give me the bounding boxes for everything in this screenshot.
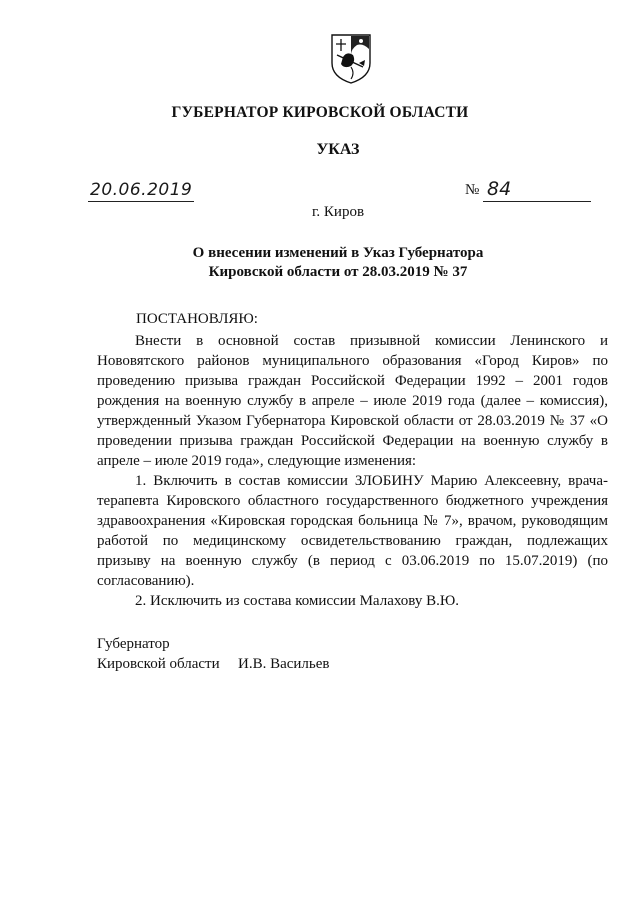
body-text	[97, 331, 608, 611]
signatory-title: Губернатор	[97, 636, 170, 652]
date-underline	[88, 201, 194, 202]
number-label: №	[465, 182, 480, 198]
subject-line-1: О внесении изменений в Указ Губернатора	[192, 245, 484, 261]
city: г. Киров	[311, 204, 365, 220]
signatory-name: И.В. Васильев	[238, 656, 330, 672]
document-number: 84	[487, 178, 512, 200]
document-type: УКАЗ	[316, 141, 360, 158]
number-underline	[483, 201, 591, 202]
signatory-region: Кировской области	[97, 656, 220, 672]
item-2-paragraph: 2. Исключить из состава комиссии Малахову В.Ю.	[135, 593, 460, 609]
subject-line-2: Кировской области от 28.03.2019 № 37	[208, 264, 468, 280]
org-title: ГУБЕРНАТОР КИРОВСКОЙ ОБЛАСТИ	[171, 104, 469, 121]
item-1-paragraph: 1. Включить в состав комиссии ЗЛОБИНУ Марию Алексеевну, врача-терапевта Кировского областного государственного бюджетного учреждения здравоохранения «Кировская городская больница № 7», врачом, руководящим работой по медицинскому освидетельствованию граждан, подлежащих призыву на военную службу (в период с 03.06.2019 по 15.07.2019) (по согласованию).	[97, 473, 608, 589]
intro-paragraph: Внести в основной состав призывной комиссии Ленинского и Нововятского районов муниципального образования «Город Киров» по проведению призыва граждан Российской Федерации 1992 – 2001 годов рождения на военную службу в апреле – июле 2019 года (далее – комиссия), утвержденный Указом Губернатора Кировской области от 28.03.2019 № 37 «О проведении призыва граждан Российской Федерации на военную службу в апреле – июле 2019 года», следующие изменения:	[97, 333, 608, 469]
document-date: 20.06.2019	[90, 180, 193, 200]
document-subject	[0, 244, 640, 282]
resolve-heading: ПОСТАНОВЛЯЮ:	[136, 311, 258, 327]
coat-of-arms-emblem	[329, 33, 373, 85]
